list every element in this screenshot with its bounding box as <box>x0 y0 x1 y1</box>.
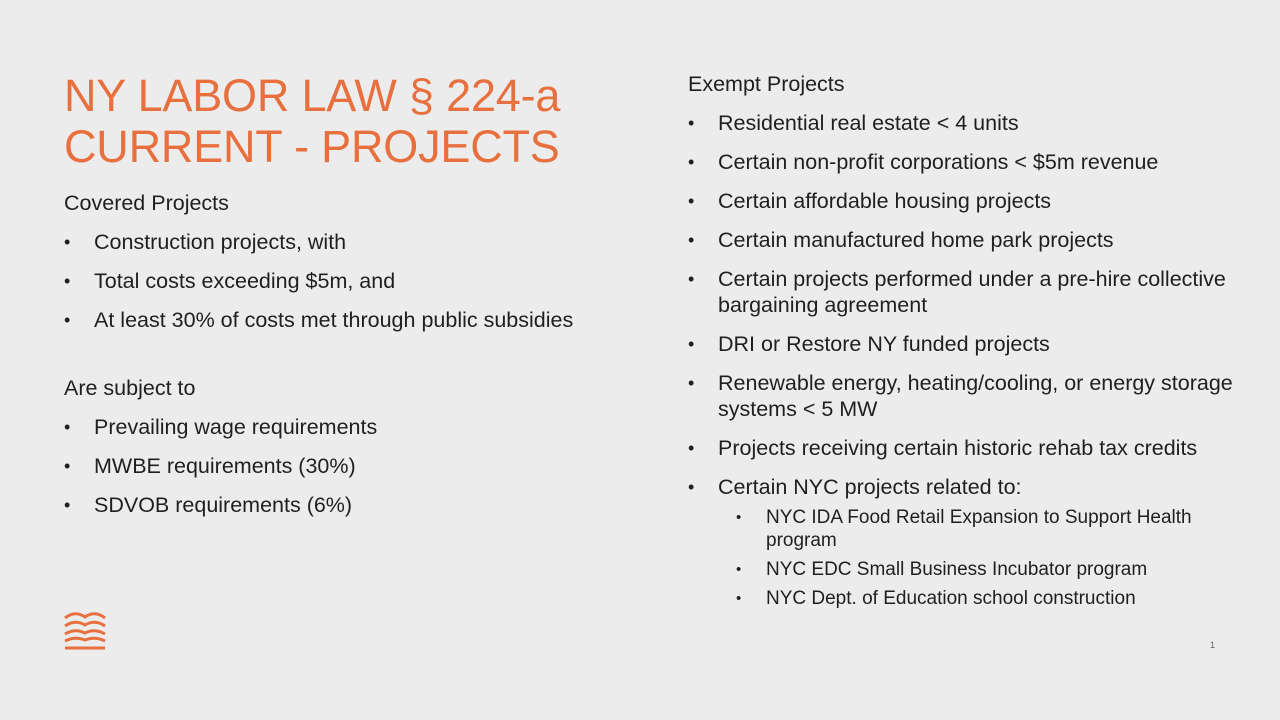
title-line-1: NY LABOR LAW § 224-a <box>64 70 561 121</box>
page-title <box>64 70 644 172</box>
left-column <box>64 190 624 518</box>
subject-to-list <box>64 414 624 518</box>
list-item: • Certain manufactured home park projects <box>688 227 1248 253</box>
subject-to-heading: Are subject to <box>64 376 196 400</box>
covered-projects-list <box>64 229 624 333</box>
list-item: • MWBE requirements (30%) <box>64 453 624 479</box>
list-item: • Total costs exceeding $5m, and <box>64 268 624 294</box>
sub-list-item: • NYC Dept. of Education school construction <box>718 587 1248 610</box>
sub-list-item: • NYC EDC Small Business Incubator program <box>718 558 1248 581</box>
list-item-nyc <box>688 474 1248 610</box>
exempt-projects-heading: Exempt Projects <box>688 72 845 96</box>
nyc-item-label: Certain NYC projects related to: <box>718 475 1022 499</box>
right-column <box>688 71 1248 610</box>
list-item: • SDVOB requirements (6%) <box>64 492 624 518</box>
list-item: • DRI or Restore NY funded projects <box>688 331 1248 357</box>
nyc-sublist <box>718 506 1248 610</box>
covered-projects-heading: Covered Projects <box>64 191 229 215</box>
sub-list-item: • NYC IDA Food Retail Expansion to Support Health program <box>718 506 1248 552</box>
title-line-2: CURRENT - PROJECTS <box>64 121 560 172</box>
list-item: • Prevailing wage requirements <box>64 414 624 440</box>
list-item: • Certain projects performed under a pre-hire collective bargaining agreement <box>688 266 1248 318</box>
list-item: • Projects receiving certain historic rehab tax credits <box>688 435 1248 461</box>
list-item: • Residential real estate < 4 units <box>688 110 1248 136</box>
list-item: • Certain affordable housing projects <box>688 188 1248 214</box>
list-item: • Certain non-profit corporations < $5m revenue <box>688 149 1248 175</box>
list-item: • At least 30% of costs met through public subsidies <box>64 307 624 333</box>
page-number: 1 <box>1210 640 1216 650</box>
list-item: • Construction projects, with <box>64 229 624 255</box>
exempt-projects-list <box>688 110 1248 610</box>
wave-logo-icon <box>64 608 106 650</box>
list-item: • Renewable energy, heating/cooling, or energy storage systems < 5 MW <box>688 370 1248 422</box>
